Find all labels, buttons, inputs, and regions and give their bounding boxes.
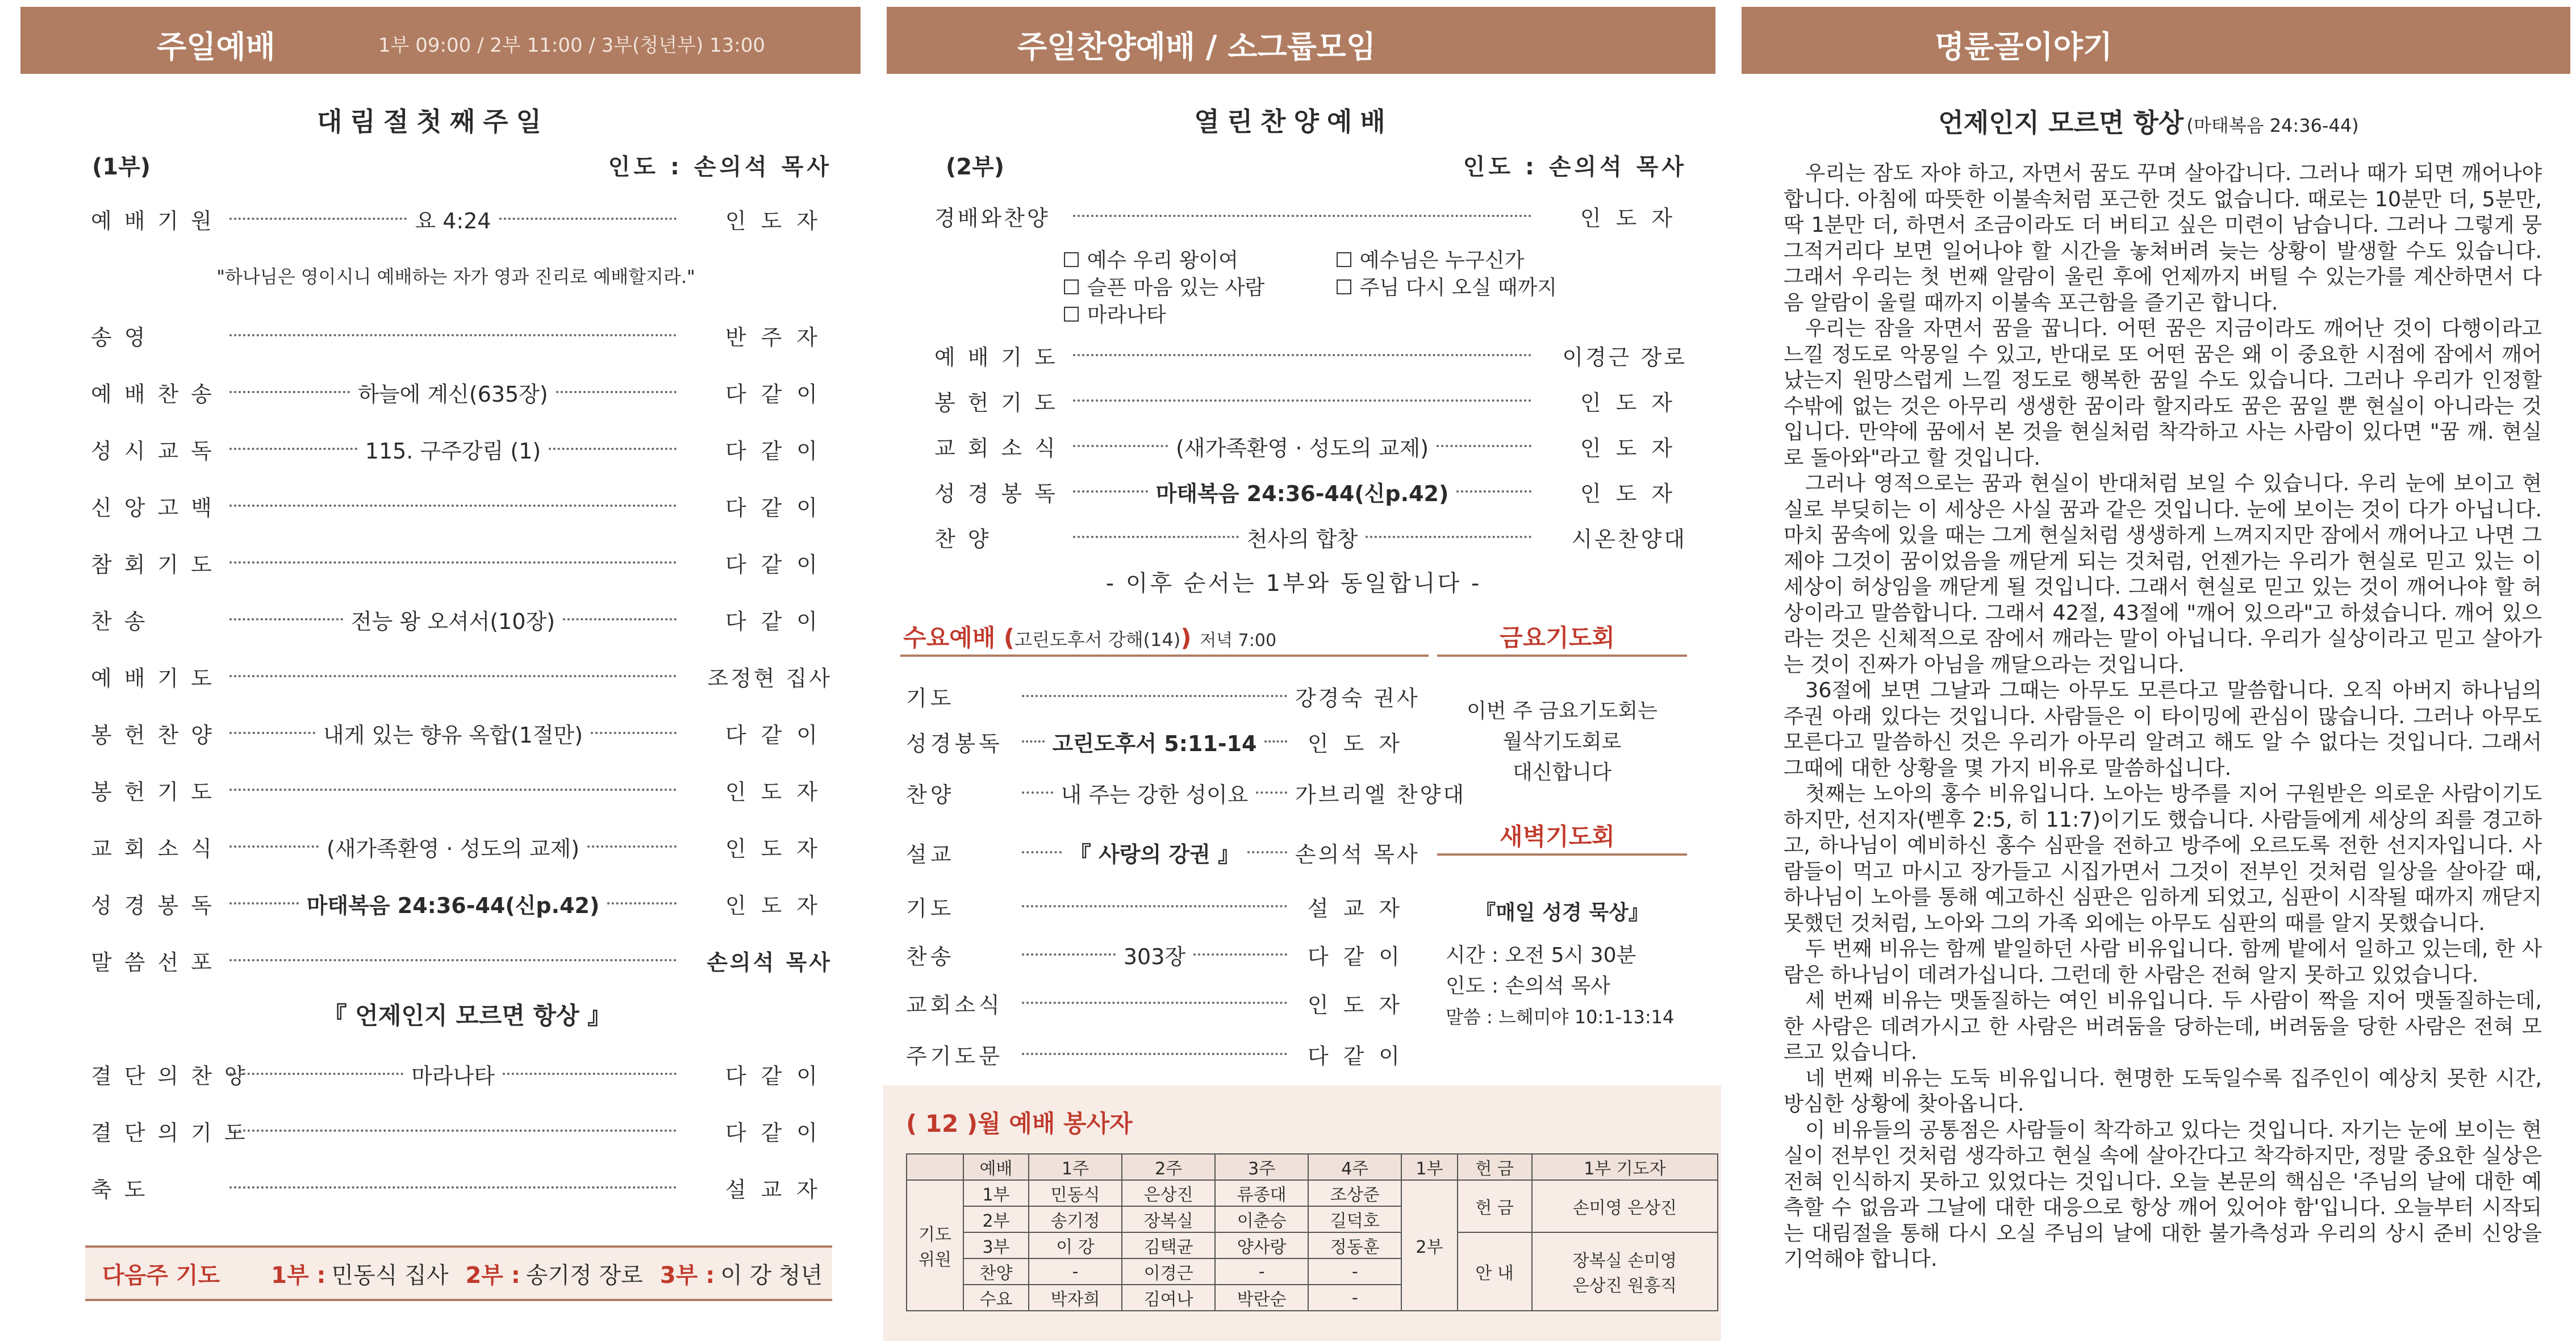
row-value: 다같이 xyxy=(1307,944,1414,969)
order-row xyxy=(91,1170,832,1205)
story-body xyxy=(1784,160,2542,1272)
row-value: 시온찬양대 xyxy=(1571,526,1687,552)
row-content: 115. 구주강림 (1) xyxy=(365,438,541,464)
row-key: 성경봉독 xyxy=(906,731,1003,756)
row-key: 봉헌기도 xyxy=(934,390,1068,415)
order-row xyxy=(906,889,1414,923)
order-row xyxy=(906,679,1420,713)
row-key: 성시교독 xyxy=(91,438,224,464)
row-value: 다같이 xyxy=(1307,1043,1414,1069)
order-row xyxy=(906,724,1414,758)
song-1: ☐ 예수 우리 왕이여 xyxy=(1062,249,1239,272)
praise-row xyxy=(934,199,1687,233)
order-row xyxy=(91,773,832,807)
row-content: 고린도후서 5:11-14 xyxy=(1052,731,1257,756)
order-row xyxy=(91,659,832,693)
row-key: 예배기도 xyxy=(934,344,1068,370)
row-content: 마태복음 24:36-44(신p.42) xyxy=(306,893,600,918)
paragraph: 그러나 영적으로는 꿈과 현실이 반대처럼 보일 수 있습니다. 우리 눈에 보이고 현실로 부딪히는 이 세상은 사실 꿈과 같은 것입니다. 눈에 보이는 것이 다가 아닙니다. 마치 꿈속에 있을 때는 그게 현실처럼 생생하게 느껴지지만 잠에서 깨어나고 나면 그제야 그것이 꿈이었음을 깨닫게 되는 것처럼, 언젠가는 우리가 현실로 믿고 있는 이 세상이 허상임을 깨닫게 될 것입니다. 그래서 현실로 믿고 있는 것이 깨어나야 할 허상이라고 말씀합니다. 그래서 42절, 43절에 "깨어 있으라"고 하셨습니다. 깨어 있으라는 것은 신체적으로 잠에서 깨라는 말이 아닙니다. 우리가 실상이라고 믿고 살아가는 것이 진짜가 아님을 깨달으라는 것입니다. xyxy=(1784,471,2542,677)
order-row xyxy=(934,520,1687,554)
song-3: ☐ 슬픈 마음 있는 사람 xyxy=(1062,276,1265,299)
paragraph: 세 번째 비유는 맷돌질하는 여인 비유입니다. 두 사람이 짝을 지어 맷돌질하는데, 한 사람은 데려가시고 한 사람은 버려둠을 당하는데, 버려둠을 당한 사람은 전혀 모르고 있습니다. xyxy=(1784,988,2542,1064)
row-content: 요 4:24 xyxy=(415,208,491,234)
row-content: 전능 왕 오셔서(10장) xyxy=(350,609,556,634)
row-key: 봉헌기도 xyxy=(91,779,224,805)
row-value: 인도자 xyxy=(725,893,832,918)
next-prayer-label: 다음주 기도 xyxy=(102,1262,220,1289)
row-content: 303장 xyxy=(1123,944,1186,969)
row-key: 경배와찬양 xyxy=(934,205,1050,231)
row-key: 찬양 xyxy=(934,526,1001,552)
row-key: 예배기원 xyxy=(91,208,224,234)
paragraph: 첫째는 노아의 홍수 비유입니다. 노아는 방주를 지어 구원받은 의로운 사람이기도 하지만, 선지자(벧후 2:5, 히 11:7)이기도 했습니다. 사람들에게 세상의 죄를 경고하고, 하나님이 예비하신 홍수 심판을 전하고 방주에 오르도록 전한 선지자입니다. 사람들이 먹고 마시고 장가들고 시집가면서 그것이 전부인 것처럼 일상을 살아갈 때, 하나님이 노아를 통해 예고하신 심판은 임하게 되었고, 심판이 시작될 때까지 깨닫지 못했던 것처럼, 노아와 그의 가족 외에는 아무도 심판의 때를 알지 못했습니다. xyxy=(1784,781,2542,935)
row-content: 내 주는 강한 성이요 xyxy=(1061,782,1249,807)
row-key: 말씀선포 xyxy=(91,949,224,975)
row-key: 교회소식 xyxy=(906,992,1003,1018)
row-value: 가브리엘 찬양대 xyxy=(1295,782,1467,807)
row-key: 예배찬송 xyxy=(91,381,224,407)
header-bar xyxy=(1742,7,2570,74)
row-key: 축도 xyxy=(91,1177,158,1202)
row-value: 이경근 장로 xyxy=(1562,344,1687,370)
order-row xyxy=(91,432,832,466)
wednesday-title: 수요예배 (고린도후서 강해(14)) 저녁 7:00 xyxy=(903,624,1277,652)
friday-title: 금요기도회 xyxy=(1500,624,1615,652)
order-row xyxy=(91,602,832,636)
part2-name: 송기정 장로 xyxy=(525,1262,643,1289)
part-label: (1부) xyxy=(92,154,151,180)
row-value: 다같이 xyxy=(725,722,832,748)
part2-label: 2부 : xyxy=(465,1262,520,1289)
row-content: 내게 있는 향유 옥합(1절만) xyxy=(323,722,583,748)
header-times: 1부 09:00 / 2부 11:00 / 3부(청년부) 13:00 xyxy=(378,34,765,57)
order-row xyxy=(934,338,1687,372)
order-row xyxy=(91,830,832,864)
row-key: 결단의찬양 xyxy=(91,1063,258,1089)
row-value: 다같이 xyxy=(725,381,832,407)
row-value: 반주자 xyxy=(725,324,832,350)
row-value: 조정현 집사 xyxy=(707,665,832,691)
row-value: 인도자 xyxy=(725,208,832,234)
row-content: 천사의 합창 xyxy=(1246,526,1358,552)
order-row xyxy=(91,943,832,977)
part-label: (2부) xyxy=(946,154,1005,180)
row-value: 인도자 xyxy=(1580,205,1687,231)
order-row xyxy=(934,429,1687,463)
row-value: 인도자 xyxy=(725,836,832,861)
leader-label: 인도 : 손의석 목사 xyxy=(1463,154,1687,180)
row-key: 설교 xyxy=(906,841,955,867)
row-content: 마라나타 xyxy=(411,1063,495,1089)
song-2: ☐ 예수님은 누구신가 xyxy=(1335,249,1525,272)
row-content: 하늘에 계신(635장) xyxy=(358,381,548,407)
sunday-worship-panel xyxy=(0,0,866,1342)
service-title: 대림절첫째주일 xyxy=(316,106,550,137)
story-panel xyxy=(1721,0,2576,1342)
order-row xyxy=(91,716,832,750)
row-key: 기도 xyxy=(906,895,955,921)
row-content: (새가족환영 · 성도의 교제) xyxy=(1175,435,1429,461)
header-title: 주일예배 xyxy=(157,29,275,65)
row-key: 주기도문 xyxy=(906,1043,1003,1069)
row-key: 교회소식 xyxy=(91,836,224,861)
row-value: 인도자 xyxy=(1307,992,1414,1018)
story-heading: 언제인지 모르면 항상 (마태복음 24:36-44) xyxy=(1938,107,2359,138)
service-title: 열린찬양예배 xyxy=(1194,106,1393,137)
row-value: 인도자 xyxy=(1580,390,1687,415)
row-value: 설교자 xyxy=(1307,895,1414,921)
row-value: 강경숙 권사 xyxy=(1295,685,1420,711)
order-row xyxy=(934,474,1687,509)
row-key: 성경봉독 xyxy=(934,481,1068,506)
part1-label: 1부 : xyxy=(271,1262,326,1289)
paragraph: 36절에 보면 그날과 그때는 아무도 모른다고 말씀합니다. 오직 아버지 하나님의 주권 아래 있다는 것입니다. 사람들은 이 타이밍에 관심이 많습니다. 그러나 아무도 모른다고 말씀하신 것은 우리가 아무리 알려고 해도 알 수 없다는 것입니다. 그래서 그때에 대한 상황을 몇 가지 비유로 말씀하십니다. xyxy=(1784,678,2542,780)
header-title: 주일찬양예배 / 소그룹모임 xyxy=(1017,29,1376,65)
order-row xyxy=(91,545,832,580)
row-key: 신앙고백 xyxy=(91,495,224,520)
row-key: 찬양 xyxy=(906,782,955,807)
praise-worship-panel xyxy=(866,0,1721,1342)
order-row xyxy=(91,375,832,409)
row-key: 찬송 xyxy=(906,944,955,969)
row-content: 마태복음 24:36-44(신p.42) xyxy=(1155,481,1449,506)
header-bar xyxy=(887,7,1715,74)
row-key: 성경봉독 xyxy=(91,893,224,918)
part3-label: 3부 : xyxy=(659,1262,715,1289)
row-value: 인도자 xyxy=(725,779,832,805)
row-key: 기도 xyxy=(906,685,955,711)
row-value: 인도자 xyxy=(1580,481,1687,506)
row-content: 『 사랑의 강권 』 xyxy=(1069,841,1240,867)
paragraph: 우리는 잠을 자면서 꿈을 꿉니다. 어떤 꿈은 지금이라도 깨어난 것이 다행이라고 느낄 정도로 악몽일 수 있고, 반대로 또 어떤 꿈은 왜 이 중요한 시점에 잠에서 깨어났는지 원망스럽게 느낄 정도로 행복한 꿈일 수도 있습니다. 그러나 우리가 인정할 수밖에 없는 것은 아무리 생생한 꿈이라 할지라도 꿈은 꿈일 뿐 현실이 아니라는 것입니다. 만약에 꿈에서 본 것을 현실처럼 착각하고 사는 사람이 있다면 "꿈 깨. 현실로 돌아와"라고 할 것입니다. xyxy=(1784,316,2542,470)
header-bar xyxy=(20,7,861,74)
row-content: (새가족환영 · 성도의 교제) xyxy=(326,836,580,861)
row-value: 손의석 목사 xyxy=(707,949,832,975)
order-row xyxy=(91,886,832,920)
row-value: 인도자 xyxy=(1580,435,1687,461)
dawn-title: 새벽기도회 xyxy=(1500,823,1615,851)
row-value: 설교자 xyxy=(725,1177,832,1202)
row-value: 다같이 xyxy=(725,552,832,577)
row-value: 다같이 xyxy=(725,438,832,464)
dawn-lines: 시간 : 오전 5시 30분 인도 : 손의석 목사 말씀 : 느헤미야 10:1-13:14 xyxy=(1446,944,1675,1028)
part3-name: 이 강 청년 xyxy=(720,1262,823,1289)
order-row xyxy=(906,986,1414,1020)
order-row xyxy=(906,776,1467,810)
row-value: 다같이 xyxy=(725,609,832,634)
worship-quote: "하나님은 영이시니 예배하는 자가 영과 진리로 예배할지라." xyxy=(216,266,695,287)
order-row xyxy=(934,384,1687,418)
servers-table: 예배 1주 2주 3주 4주 1부 헌 금 1부 기도자 기도 위원 1부 민동식 은상진 류종대 조상준 2부 헌 금 손미영 은상진 2부 송기정 장복실 이춘승 길덕호 3부 이 강 김택균 양사랑 정동훈 안 내 장복실 손미영 은상진 원흥직 찬양 - 이경근 - - 수요 박자희 김여나 박란순 - xyxy=(906,1153,1718,1311)
row-key: 교회소식 xyxy=(934,435,1068,461)
row-key: 봉헌찬양 xyxy=(91,722,224,748)
row-key: 예배기도 xyxy=(91,665,224,691)
row-value: 다같이 xyxy=(725,495,832,520)
order-row xyxy=(906,937,1414,972)
order-row xyxy=(906,835,1420,869)
row-key: 찬송 xyxy=(91,609,158,634)
row-value: 손의석 목사 xyxy=(1295,841,1420,867)
song-5: ☐ 마라나타 xyxy=(1062,303,1166,327)
order-row xyxy=(91,318,832,352)
dawn-sub: 『매일 성경 묵상』 xyxy=(1475,901,1649,924)
row-value: 다같이 xyxy=(725,1063,832,1089)
paragraph: 우리는 잠도 자야 하고, 자면서 꿈도 꾸며 살아갑니다. 그러나 때가 되면 깨어나야 합니다. 아침에 따뜻한 이불속처럼 포근한 것도 없습니다. 때로는 10분만 더, 5분만, 딱 1분만 더, 하면서 조금이라도 더 버티고 싶은 미련이 남습니다. 그러나 그렇게 뭉그적거리다 보면 일어나야 할 시간을 놓쳐버려 늦는 상황이 발생할 수도 있습니다. 그래서 우리는 첫 번째 알람이 울린 후에 언제까지 버틸 수 있는가를 계산하면서 다음 알람이 울릴 때까지 이불속 포근함을 즐기곤 합니다. xyxy=(1784,161,2542,315)
order-row xyxy=(91,202,832,236)
part1-name: 민동식 집사 xyxy=(331,1262,449,1289)
header-title: 명륜골이야기 xyxy=(1935,29,2112,65)
row-key: 참회기도 xyxy=(91,552,224,577)
row-key: 송영 xyxy=(91,324,158,350)
next-week-prayer xyxy=(85,1245,832,1301)
paragraph: 네 번째 비유는 도둑 비유입니다. 현명한 도둑일수록 집주인이 예상치 못한 시간, 방심한 상황에 찾아옵니다. xyxy=(1784,1065,2542,1116)
order-row xyxy=(91,1114,832,1148)
song-4: ☐ 주님 다시 오실 때까지 xyxy=(1335,276,1558,299)
leader-label: 인도 : 손의석 목사 xyxy=(608,154,832,180)
row-value: 인도자 xyxy=(1307,731,1414,756)
friday-text: 이번 주 금요기도회는 월삭기도회로 대신합니다 xyxy=(1467,699,1658,784)
order-row xyxy=(91,489,832,523)
row-value: 다같이 xyxy=(725,1120,832,1145)
same-order-note: - 이후 순서는 1부와 동일합니다 - xyxy=(1105,570,1482,597)
row-key: 결단의기도 xyxy=(91,1120,258,1145)
order-row xyxy=(906,1037,1414,1071)
order-row xyxy=(91,1057,832,1091)
paragraph: 이 비유들의 공통점은 사람들이 착각하고 있다는 것입니다. 자기는 눈에 보이는 현실이 전부인 것처럼 생각하고 현실 속에 살아간다고 착각하지만, 정말 중요한 실상은 전혀 인식하지 못하고 있었다는 것입니다. 오늘 본문의 핵심은 '주님의 날에 대한 예측할 수 없음과 그날에 대한 대응으로 항상 깨어 있어야 함'입니다. 오늘부터 시작되는 대림절을 통해 다시 오실 주님의 날에 대한 불가측성과 우리의 상시 준비 신앙을 기억해야 합니다. xyxy=(1784,1117,2542,1271)
servers-title: ( 12 )월 예배 봉사자 xyxy=(906,1110,1133,1137)
paragraph: 두 번째 비유는 함께 밭일하던 사람 비유입니다. 함께 밭에서 일하고 있는데, 한 사람은 하나님이 데려가십니다. 그런데 한 사람은 전혀 알지 못하고 있었습니다. xyxy=(1784,936,2542,987)
sermon-title: 『 언제인지 모르면 항상 』 xyxy=(323,1002,612,1030)
